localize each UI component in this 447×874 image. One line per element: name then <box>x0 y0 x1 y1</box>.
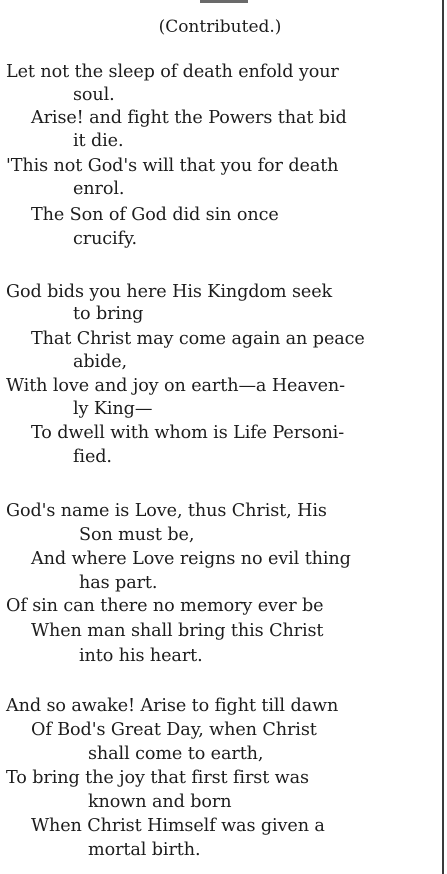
poem-line: Of sin can there no memory ever be <box>6 596 324 616</box>
poem-line: To dwell with whom is Life Personi- <box>31 423 345 443</box>
poem-line: has part. <box>79 573 158 593</box>
poem-line: enrol. <box>73 179 125 199</box>
poem-line: When man shall bring this Christ <box>31 621 324 641</box>
poem-line: Arise! and fight the Powers that bid <box>31 108 347 128</box>
poem-line: Son must be, <box>79 525 195 545</box>
poem-attribution: (Contributed.) <box>158 17 282 37</box>
poem-line: mortal birth. <box>88 840 201 860</box>
poem-line: Let not the sleep of death enfold your <box>6 62 339 82</box>
poem-line: known and born <box>88 792 232 812</box>
poem-line: And where Love reigns no evil thing <box>31 549 351 569</box>
poem-line: God bids you here His Kingdom seek <box>6 282 333 302</box>
poem-line: fied. <box>73 447 112 467</box>
poem-line: into his heart. <box>79 646 203 666</box>
poem-line: abide, <box>73 352 128 372</box>
poem-line: To bring the joy that first first was <box>6 768 309 788</box>
poem-line: 'This not God's will that you for death <box>6 156 339 176</box>
poem-line: shall come to earth, <box>88 744 264 764</box>
poem-line: That Christ may come again an peace <box>31 329 365 349</box>
poem-line: When Christ Himself was given a <box>31 816 325 836</box>
poem-line: to bring <box>73 304 144 324</box>
poem-line: soul. <box>73 85 115 105</box>
poem-line: Of Bod's Great Day, when Christ <box>31 720 317 740</box>
poem-line: God's name is Love, thus Christ, His <box>6 501 327 521</box>
column-rule <box>442 0 444 874</box>
poem-line: And so awake! Arise to fight till dawn <box>6 696 339 716</box>
top-rule <box>200 0 248 3</box>
poem-line: crucify. <box>73 229 137 249</box>
poem-line: it die. <box>73 131 124 151</box>
poem-line: The Son of God did sin once <box>31 205 279 225</box>
poem-line: ly King— <box>73 399 153 419</box>
poem-line: With love and joy on earth—a Heaven- <box>6 376 345 396</box>
